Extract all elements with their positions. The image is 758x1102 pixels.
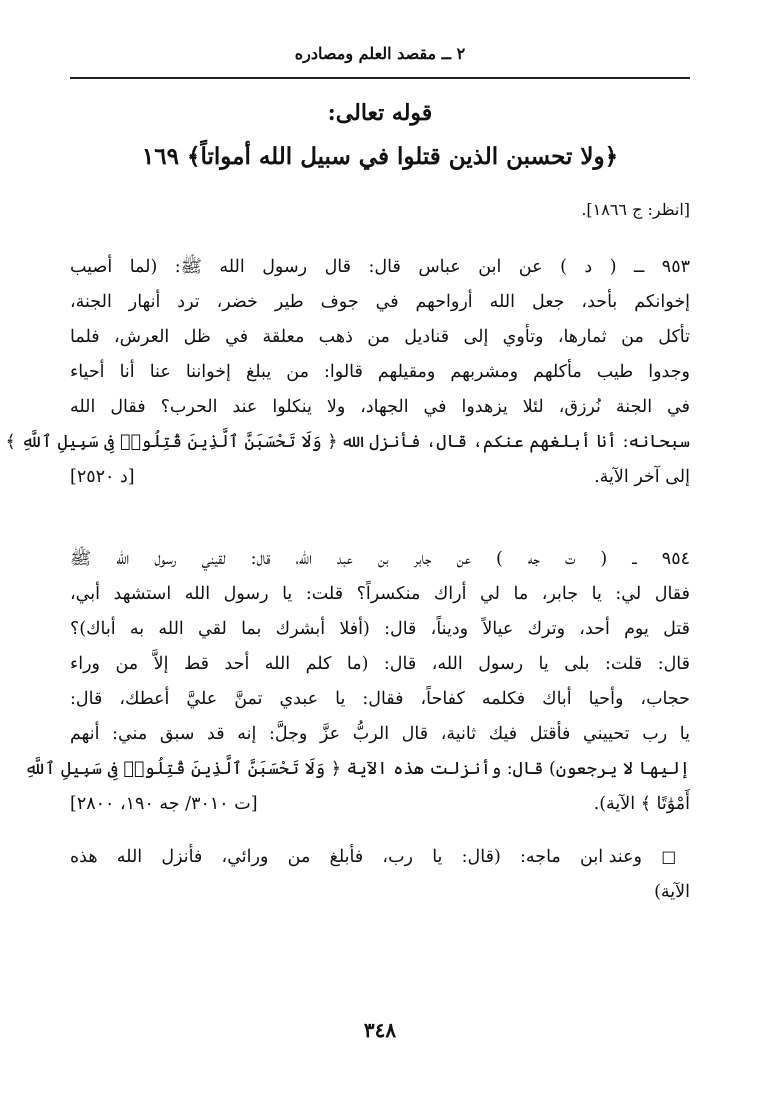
hadith-953-source: [د ٢٥٢٠] xyxy=(70,467,135,487)
running-header: ٢ ــ مقصد العلم ومصادره xyxy=(294,44,466,63)
hadith-954-line: ٩٥٤ ــ ( ت جه ) عن جابر بن عبد الله، قال: لقيني رسول الله ﷺ xyxy=(70,549,690,569)
quran-verse-heading: ﴿ولا تحسبن الذين قتلوا في سبيل الله أمواتاً﴾ ١٦٩ xyxy=(141,143,619,170)
square-bullet-icon: □ xyxy=(661,847,690,866)
hadith-953-last-line xyxy=(70,463,690,493)
hadith-954-line: فقال لي: يا جابر، ما لي أراك منكسراً؟ قلت: يا رسول الله استشهد أبي، xyxy=(70,584,690,604)
hadith-953-line: سبحانه: أنا أبلغهم عنكم، قال، فأنزل الله ﴿ وَلَا تَحْسَبَنَّ ٱلَّذِينَ قُتِلُوا۟ فِى سَبِيلِ ٱللَّهِ ﴾ xyxy=(5,432,690,452)
hadith-954-last-line xyxy=(70,790,690,820)
header-divider xyxy=(70,77,690,79)
note-text: وعند ابن ماجه: (قال: يا رب، فأبلغ من ورائي، فأنزل الله هذه xyxy=(70,847,642,867)
hadith-953-line: إلى آخر الآية. xyxy=(594,467,690,487)
note-line xyxy=(70,843,690,873)
hadith-954-line: قال: قلت: بلى يا رسول الله، قال: (ما كلم الله أحد قط إلاَّ من وراء xyxy=(70,654,690,674)
hadith-954-line: يا رب تحييني فأقتل فيك ثانية، قال الربُّ عزَّ وجلَّ: إنه قد سبق مني: أنهم xyxy=(70,724,690,744)
hadith-953-line: تأكل من ثمارها، وتأوي إلى قناديل من ذهب معلقة في ظل العرش، فلما xyxy=(70,327,690,347)
cross-reference: [انظر: ج ١٨٦٦]. xyxy=(581,200,690,219)
hadith-953-line: ٩٥٣ ــ ( د ) عن ابن عباس قال: قال رسول الله ﷺ: (لما أصيب xyxy=(70,257,690,277)
hadith-954-line: إليها لا يرجعون) قال: وأنزلت هذه الآية ﴿ وَلَا تَحْسَبَنَّ ٱلَّذِينَ قُتِلُوا۟ فِى سَبِيلِ ٱللَّهِ xyxy=(24,759,690,779)
hadith-954-line: حجاب، وأحيا أباك فكلمه كفاحاً، فقال: يا عبدي تمنَّ عليَّ أعطك، قال: xyxy=(70,689,690,709)
section-title: قوله تعالى: xyxy=(327,100,433,126)
hadith-953-line: في الجنة نُرزق، لئلا يزهدوا في الجهاد، ولا ينكلوا عند الحرب؟ فقال الله xyxy=(70,397,690,417)
hadith-954-source: [ت ٣٠١٠/ جه ١٩٠، ٢٨٠٠] xyxy=(70,794,258,814)
page-number: ٣٤٨ xyxy=(363,1018,397,1042)
hadith-954-line: قتل يوم أحد، وترك عيالاً وديناً، قال: (أفلا أبشرك بما لقي الله به أباك)؟ xyxy=(70,619,690,639)
hadith-953-line: وجدوا طيب مأكلهم ومشربهم ومقيلهم قالوا: من يبلغ إخواننا عنا أنا أحياء xyxy=(70,362,690,382)
hadith-954-line: أَمْوَٰتًا ﴾ الآية). xyxy=(593,794,690,814)
hadith-953-line: إخوانكم بأحد، جعل الله أرواحهم في جوف طير خضر، ترد أنهار الجنة، xyxy=(70,292,690,312)
note-line: الآية) xyxy=(654,882,690,902)
